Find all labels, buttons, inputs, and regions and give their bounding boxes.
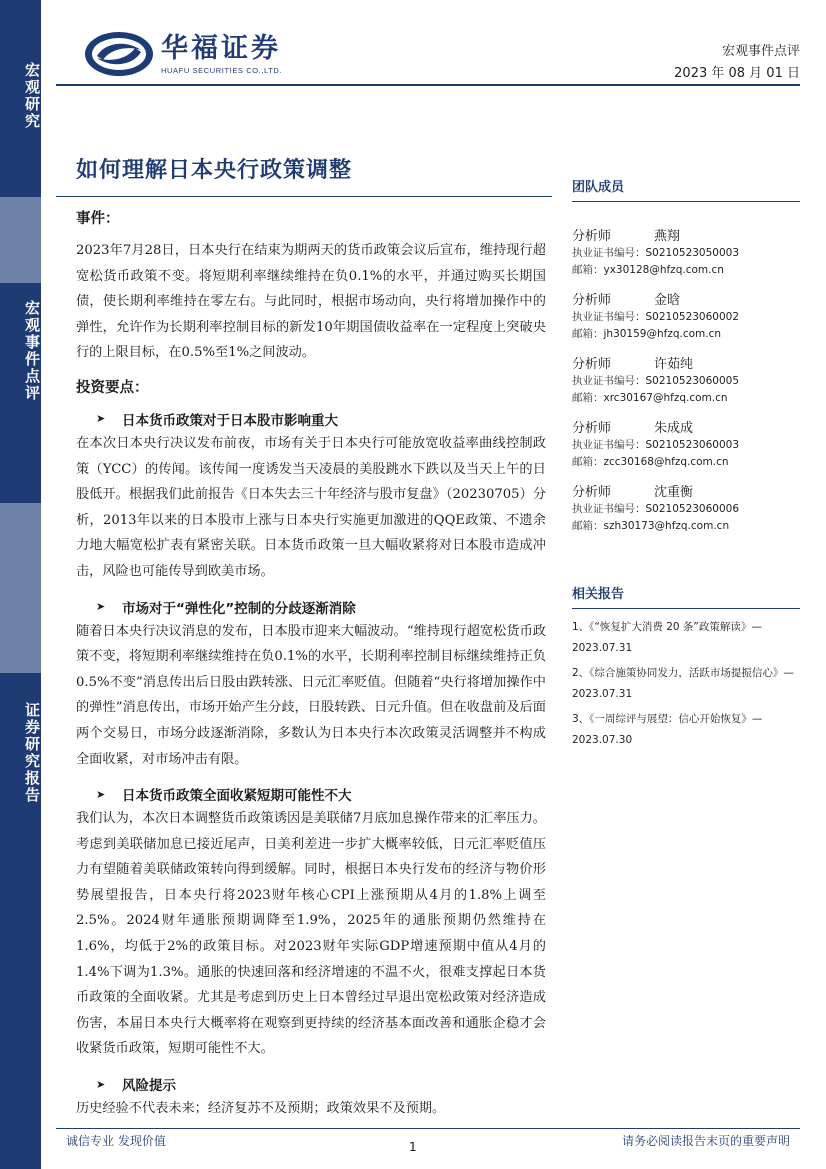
point-2-title xyxy=(96,595,546,619)
page-number: 1 xyxy=(409,1140,417,1154)
event-heading: 事件： xyxy=(76,211,120,227)
analyst-role: 分析师 xyxy=(572,228,612,244)
analyst-role: 分析师 xyxy=(572,484,612,500)
logo-chinese-name: 华福证券 xyxy=(161,32,281,64)
footer-slogan: 诚信专业 发现价值 xyxy=(66,1134,166,1148)
bullet-arrow-icon: ➤ xyxy=(96,412,106,426)
related-report-title: 2、《综合施策协同发力，活跃市场提振信心》— xyxy=(572,667,794,679)
title-divider xyxy=(56,196,552,197)
related-reports-section xyxy=(572,583,800,751)
related-report-item[interactable] xyxy=(572,663,800,705)
license-label: 执业证书编号： xyxy=(572,311,646,323)
license-number: S0210523060006 xyxy=(645,502,740,515)
footer-divider xyxy=(56,1128,800,1129)
analyst-card xyxy=(572,480,800,534)
bullet-arrow-icon: ➤ xyxy=(96,600,106,614)
license-label: 执业证书编号： xyxy=(572,247,646,259)
risk-title-text: 风险提示 xyxy=(122,1078,176,1095)
logo-english-name: HUAFU SECURITIES CO.,LTD. xyxy=(161,65,283,75)
sidebar-mid-label: 宏观事件点评 xyxy=(23,300,41,402)
sidebar-bottom-label: 证券研究报告 xyxy=(23,702,41,804)
point-title-text: 日本货币政策全面收紧短期可能性不大 xyxy=(122,788,352,805)
email-label: 邮箱： xyxy=(572,328,604,340)
sidebar-top-label: 宏观研究 xyxy=(23,62,41,130)
related-report-title: 3、《一周综评与展望：信心开始恢复》— xyxy=(572,713,763,725)
license-number: S0210523060003 xyxy=(645,438,740,451)
email-label: 邮箱： xyxy=(572,520,604,532)
team-heading: 团队成员 xyxy=(572,180,625,195)
analyst-card xyxy=(572,352,800,406)
related-report-date: 2023.07.30 xyxy=(572,734,633,746)
license-number: S0210523050003 xyxy=(645,246,740,259)
event-paragraph: 2023年7月28日，日本央行在结束为期两天的货币政策会议后宣布，维持现行超宽松货币政策不变。将短期利率继续维持在负0.1%的水平，并通过购买长期国债，使长期利率维持在零左右。与此同时，根据市场动向，央行将增加操作中的弹性，允许作为长期利率控制目标的新发10年期国债收益率在一定程度上突破央行的上限目标，在0.5%至1%之间波动。 xyxy=(76,243,546,361)
report-type: 宏观事件点评 xyxy=(721,44,800,59)
related-report-item[interactable] xyxy=(572,709,800,751)
license-label: 执业证书编号： xyxy=(572,375,646,387)
point-title-text: 市场对于“弹性化”控制的分歧逐渐消除 xyxy=(122,600,356,617)
analyst-role: 分析师 xyxy=(572,420,612,436)
analyst-email[interactable]: yx30128@hfzq.com.cn xyxy=(603,263,724,276)
license-number: S0210523060002 xyxy=(645,310,740,323)
sidebar-strip xyxy=(0,0,41,1169)
analyst-role: 分析师 xyxy=(572,356,612,372)
related-report-date: 2023.07.31 xyxy=(572,688,633,700)
related-report-title: 1、《“恢复扩大消费 20 条”政策解读》— xyxy=(572,621,762,633)
bullet-arrow-icon: ➤ xyxy=(96,787,106,801)
page-title: 如何理解日本央行政策调整 xyxy=(76,158,353,183)
analyst-role: 分析师 xyxy=(572,292,612,308)
license-label: 执业证书编号： xyxy=(572,503,646,515)
header-divider xyxy=(56,84,800,86)
license-label: 执业证书编号： xyxy=(572,439,646,451)
analyst-card xyxy=(572,416,800,470)
risk-title xyxy=(96,1072,546,1096)
analyst-email[interactable]: xrc30167@hfzq.com.cn xyxy=(603,391,728,404)
main-content xyxy=(76,205,546,1122)
analyst-email[interactable]: szh30173@hfzq.com.cn xyxy=(603,519,730,532)
risk-paragraph: 历史经验不代表未来；经济复苏不及预期；政策效果不及预期。 xyxy=(76,1101,446,1117)
point-2-paragraph: 随着日本央行决议消息的发布，日本股市迎来大幅波动。“维持现行超宽松货币政策不变，将短期利率继续维持在负0.1%的水平，长期利率控制目标继续维持正负0.5%不变”消息传出后日股由跌转涨、日元汇率贬值。但随着“央行将增加操作中的弹性”消息传出，市场开始产生分歧，日股转跌、日元升值。但在收盘前及后面两个交易日，市场分歧逐渐消除，多数认为日本央行本次政策灵活调整并不构成全面收紧，对市场冲击有限。 xyxy=(76,623,546,767)
point-1-paragraph: 在本次日本央行决议发布前夜，市场有关于日本央行可能放宽收益率曲线控制政策（YCC）的传闻。该传闻一度诱发当天凌晨的美股跳水下跌以及当天上午的日股低开。根据我们此前报告《日本失去三十年经济与股市复盘》（20230705）分析，2013年以来的日本股市上涨与日本央行实施更加激进的QQE政策、不遗余力地大幅宽松扩表有紧密关联。日本货币政策一旦大幅收紧将对日本股市造成冲击，风险也可能传导到欧美市场。 xyxy=(76,435,546,579)
point-3-title xyxy=(96,782,546,806)
license-number: S0210523060005 xyxy=(645,374,740,387)
analyst-card xyxy=(572,224,800,278)
email-label: 邮箱： xyxy=(572,392,604,404)
email-label: 邮箱： xyxy=(572,264,604,276)
email-label: 邮箱： xyxy=(572,456,604,468)
key-points-heading: 投资要点： xyxy=(76,379,149,396)
team-divider xyxy=(572,201,800,202)
analyst-card xyxy=(572,288,800,342)
point-3-paragraph: 我们认为，本次日本调整货币政策诱因是美联储7月底加息操作带来的汇率压力。考虑到美联储加息已接近尾声，日美利差进一步扩大概率较低，日元汇率贬值压力有望随着美联储政策转向得到缓解。同时，根据日本央行发布的经济与物价形势展望报告，日本央行将2023财年核心CPI上涨预期从4月的1.8%上调至2.5%。2024财年通胀预期调降至1.9%，2025年的通胀预期仍然维持在1.6%，均低于2%的政策目标。对2023财年实际GDP增速预期中值从4月的1.4%下调为1.3%。通胀的快速回落和经济增速的不温不火，很难支撑起日本货币政策的全面收紧。尤其是考虑到历史上日本曾经过早退出宽松政策对经济造成伤害，本届日本央行大概率将在观察到更持续的经济基本面改善和通胀企稳才会收紧货币政策，短期可能性不大。 xyxy=(76,811,546,1057)
company-logo xyxy=(83,30,282,78)
analyst-name: 金晗 xyxy=(654,292,681,308)
footer-disclaimer: 请务必阅读报告末页的重要声明 xyxy=(621,1134,790,1148)
analyst-name: 沈重衡 xyxy=(654,484,694,500)
analyst-name: 朱成成 xyxy=(654,420,694,436)
analyst-name: 许茹纯 xyxy=(654,356,694,372)
analyst-email[interactable]: jh30159@hfzq.com.cn xyxy=(603,327,722,340)
analyst-email[interactable]: zcc30168@hfzq.com.cn xyxy=(603,455,729,468)
related-heading: 相关报告 xyxy=(572,587,625,602)
point-title-text: 日本货币政策对于日本股市影响重大 xyxy=(122,412,338,429)
report-date: 2023 年 08 月 01 日 xyxy=(674,66,800,81)
related-report-date: 2023.07.31 xyxy=(572,642,633,654)
related-divider xyxy=(572,608,800,609)
analyst-name: 燕翔 xyxy=(654,228,681,244)
logo-emblem-icon xyxy=(83,30,155,78)
related-report-item[interactable] xyxy=(572,617,800,659)
bullet-arrow-icon: ➤ xyxy=(96,1077,106,1091)
point-1-title xyxy=(96,407,546,431)
team-section xyxy=(572,176,800,534)
